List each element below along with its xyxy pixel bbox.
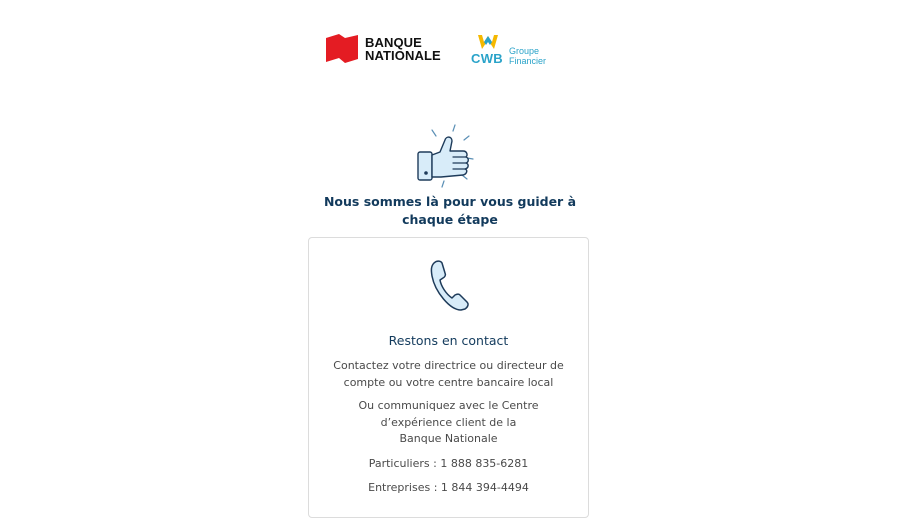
businesses-phone-text[interactable]: Entreprises : 1 844 394-4494 xyxy=(368,481,529,494)
cwb-w-mark-icon xyxy=(478,34,498,50)
contact-card-title: Restons en contact xyxy=(388,333,509,348)
cwb-tagline xyxy=(509,46,546,66)
bank-name-line2: NATIONALE xyxy=(365,48,441,63)
contact-center-line3: Banque Nationale xyxy=(399,432,498,445)
phone-icon xyxy=(430,259,470,311)
individuals-phone[interactable] xyxy=(309,456,588,473)
contact-advisor-line1: Contactez votre directrice ou directeur de xyxy=(333,359,564,372)
banque-nationale-flag-icon xyxy=(325,33,359,64)
contact-center-line1: Ou communiquez avec le Centre xyxy=(358,399,539,412)
page-headline xyxy=(300,193,600,229)
contact-center-text xyxy=(309,398,588,448)
individuals-phone-text[interactable]: Particuliers : 1 888 835-6281 xyxy=(368,457,529,470)
contact-center-line2: d’expérience client de la xyxy=(380,415,517,429)
bank-name-line1: BANQUE xyxy=(365,35,422,50)
thumbs-up-icon xyxy=(411,122,487,190)
headline-line2: chaque étape xyxy=(402,212,498,227)
header-logos xyxy=(325,30,565,70)
banque-nationale-logo[interactable] xyxy=(325,33,445,65)
cwb-wordmark: CWB xyxy=(471,51,503,66)
contact-card xyxy=(308,237,589,518)
contact-advisor-text xyxy=(309,358,588,391)
cwb-logo[interactable] xyxy=(470,30,565,68)
cwb-tagline-line1: Groupe xyxy=(509,46,540,56)
contact-advisor-line2: compte ou votre centre bancaire local xyxy=(343,375,554,389)
businesses-phone[interactable] xyxy=(309,480,588,497)
banque-nationale-wordmark xyxy=(365,36,441,62)
headline-line1: Nous sommes là pour vous guider à xyxy=(323,194,577,209)
cwb-tagline-line2: Financier xyxy=(509,56,547,66)
